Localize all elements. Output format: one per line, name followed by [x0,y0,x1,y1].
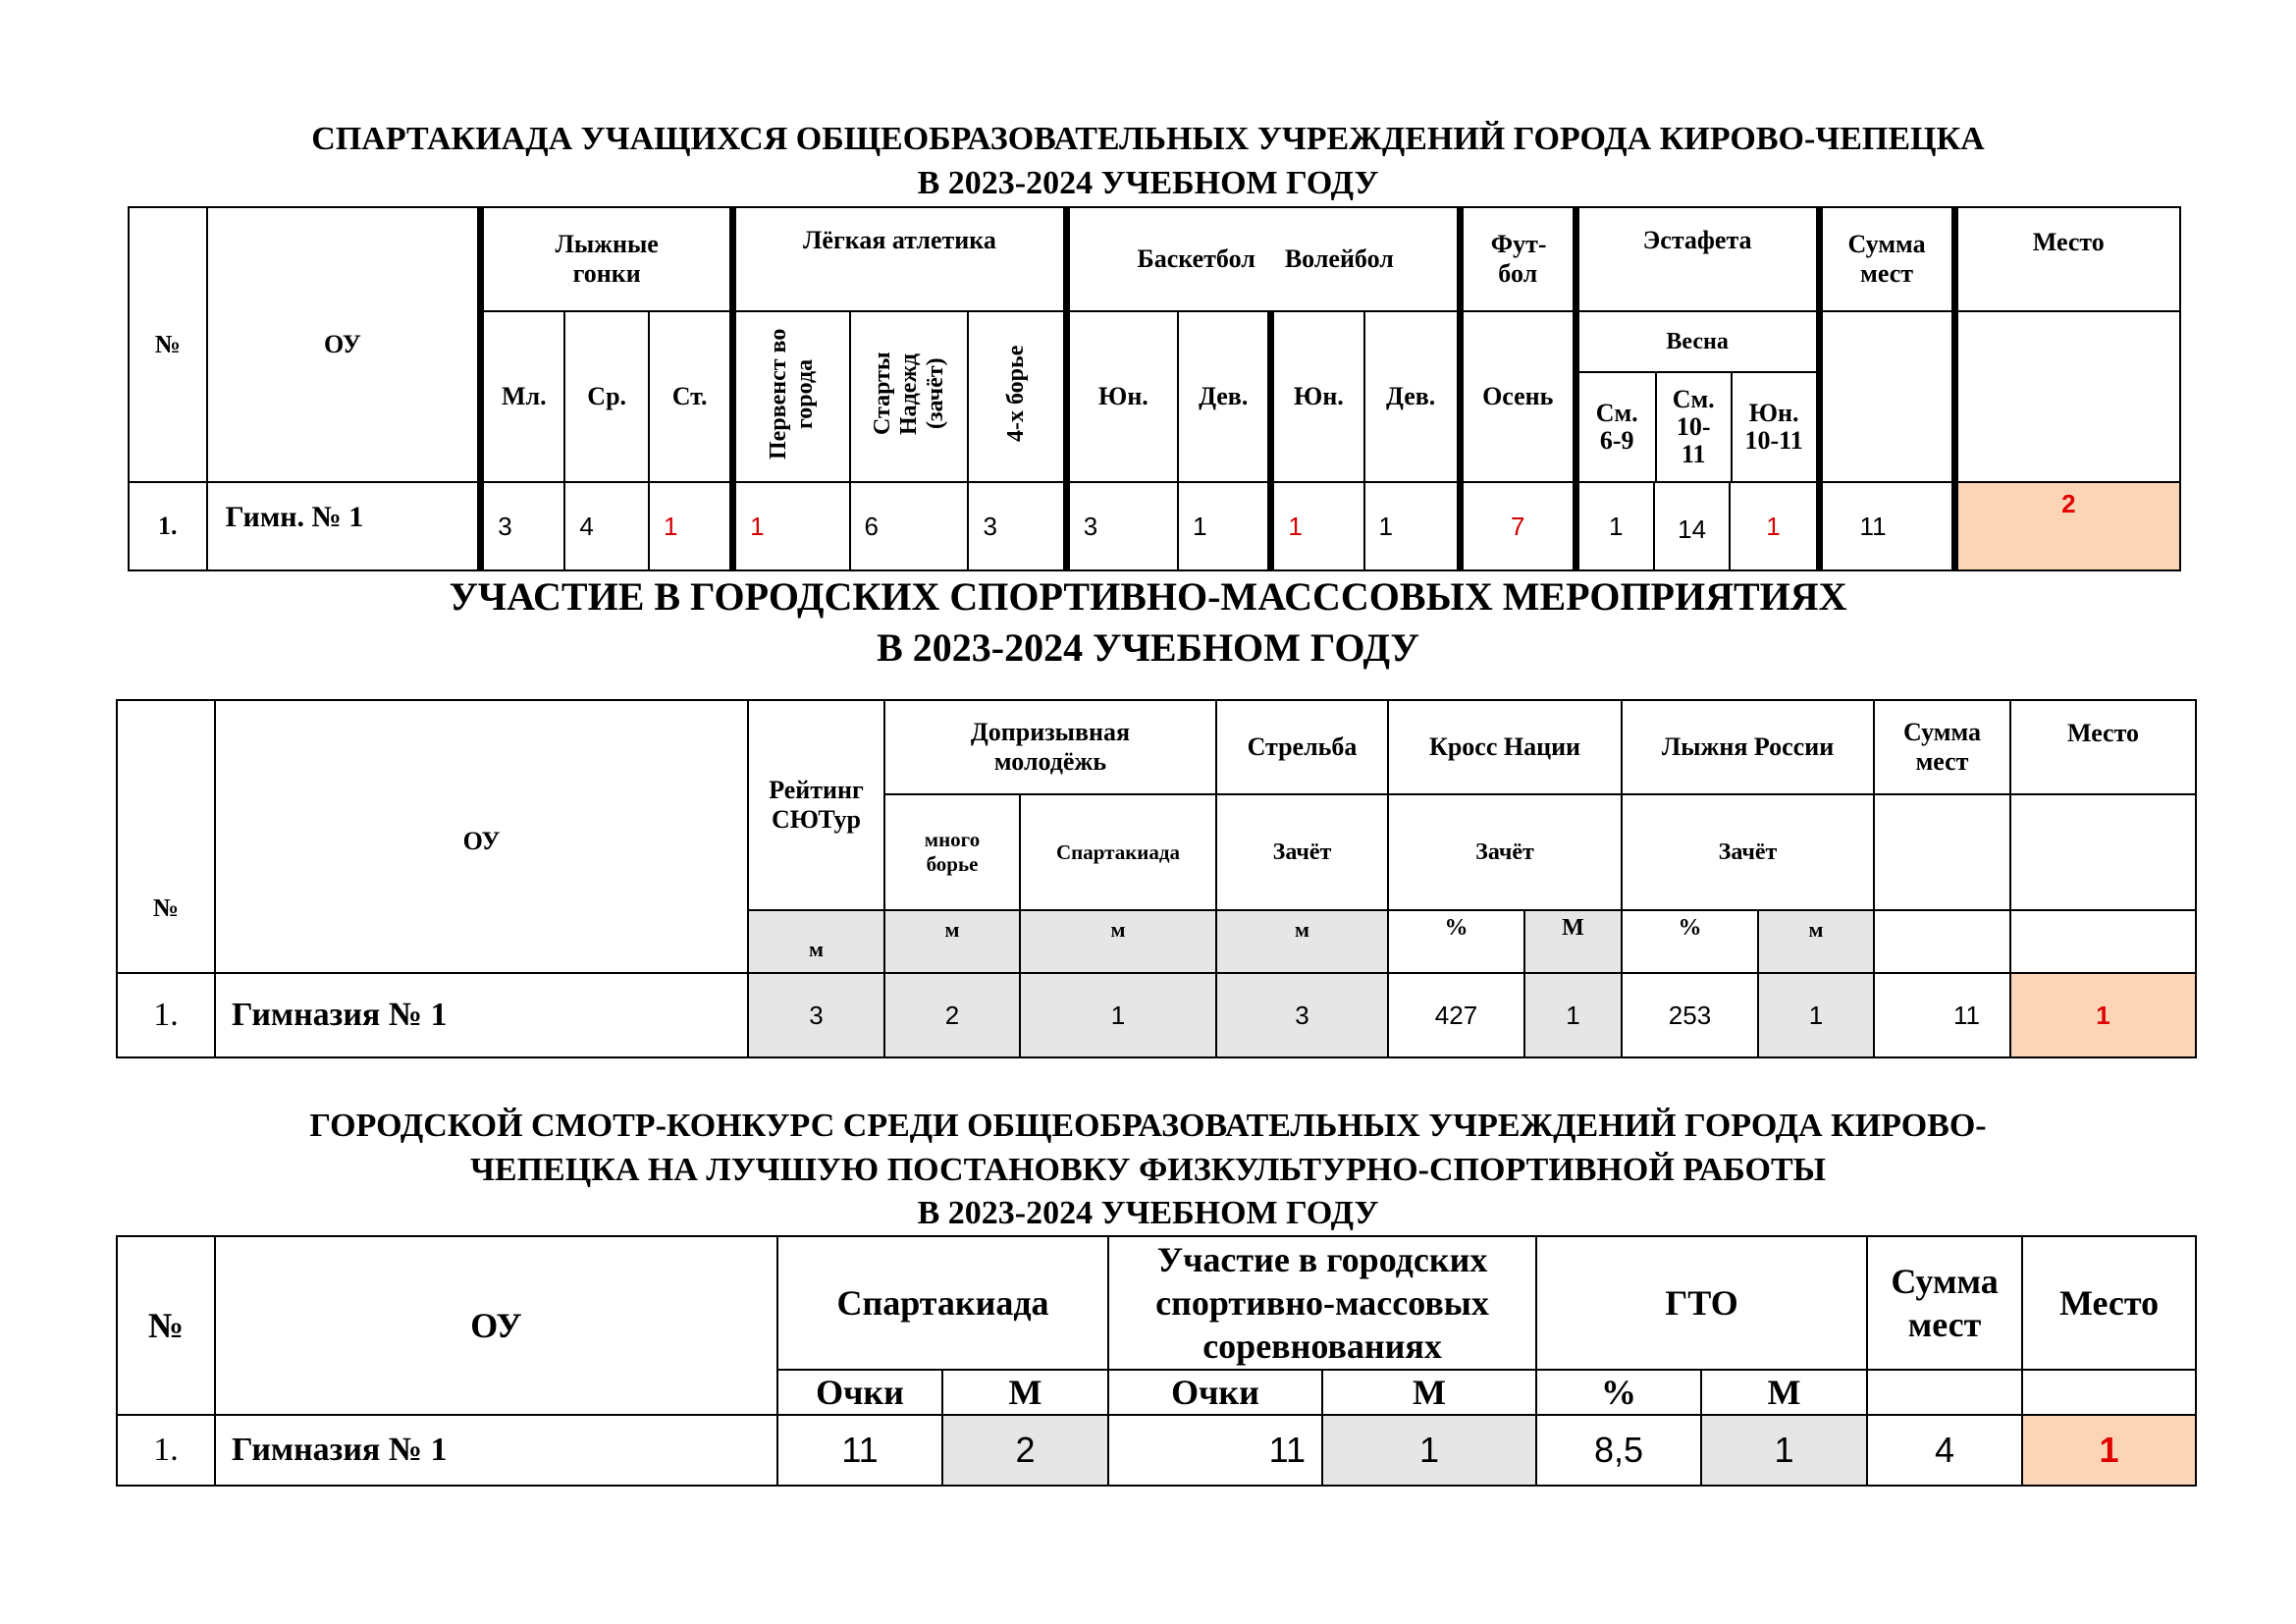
s2-header-shooting: Стрельба [1216,700,1388,794]
s2-row1-ou: Гимназия № 1 [215,973,748,1057]
header-ski-st: Ст. [649,311,733,482]
header-basketball: Баскетбол [1066,207,1271,311]
s3-row1-sp-points: 11 [777,1415,942,1486]
row1-ath-hopes: 6 [850,482,969,570]
section2-title-line2: В 2023-2024 УЧЕБНОМ ГОДУ [877,625,1419,670]
s2-header-multi: много борье [884,794,1020,910]
s2-sub-multi: м [884,910,1020,973]
s3-row1-no: 1. [117,1415,215,1486]
header-ski-racing: Лыжные гонки [481,207,733,311]
s2-header-place: Место [2010,700,2196,794]
s2-sub-rating: м [748,910,884,973]
s3-header-participation: Участие в городских спортивно-массовых соревнованиях [1108,1236,1536,1370]
row1-ou: Гимн. № 1 [207,482,481,570]
header-vol-dev: Дев. [1364,311,1461,482]
row1-ski-ml: 3 [481,482,565,570]
s2-sub-spart: м [1020,910,1216,973]
header-volleyball: Волейбол [1271,207,1460,311]
header-bask-dev: Дев. [1178,311,1271,482]
s2-row1-rating: 3 [748,973,884,1057]
section3-title-line2: ЧЕПЕЦКА НА ЛУЧШУЮ ПОСТАНОВКУ ФИЗКУЛЬТУРНО-СПОРТИВНОЙ РАБОТЫ [469,1152,1827,1188]
row1-no: 1. [129,482,207,570]
s3-row1-sum: 4 [1867,1415,2022,1486]
section3-title-line3: В 2023-2024 УЧЕБНОМ ГОДУ [917,1195,1379,1231]
row1-ath-4: 3 [968,482,1066,570]
row1-sum: 11 [1819,482,1954,570]
s3-row1-sp-m: 2 [942,1415,1108,1486]
header-ath-4-text: 4-х борье [1002,345,1029,442]
s2-header-place-empty [2010,794,2196,910]
s2-header-ou: ОУ [215,700,748,973]
row1-vol-yun: 1 [1271,482,1364,570]
s2-header-rating: Рейтинг СЮТур [748,700,884,910]
row1-foot-autumn: 7 [1460,482,1575,570]
section3-title-line1: ГОРОДСКОЙ СМОТР-КОНКУРС СРЕДИ ОБЩЕОБРАЗОВАТЕЛЬНЫХ УЧРЕЖДЕНИЙ ГОРОДА КИРОВО- [309,1108,1987,1144]
relay-sub-row [1579,373,1816,481]
row1-ski-sr: 4 [564,482,649,570]
header-ath-4 [968,311,1066,482]
header-place-empty [1954,311,2180,482]
s3-sub-part-points: Очки [1108,1370,1322,1415]
s2-row1-cross-m: 1 [1524,973,1622,1057]
s2-sub-place-empty [2010,910,2196,973]
header-relay-sub [1575,311,1819,482]
header-sum-empty [1819,311,1954,482]
header-vol-yun: Юн. [1271,311,1364,482]
s2-header-zachet-cross: Зачёт [1388,794,1622,910]
row1-place: 2 [1954,482,2180,570]
s2-header-no: № [117,700,215,973]
s3-sub-part-m: М [1322,1370,1536,1415]
header-ath-city [733,311,850,482]
header-ath-hopes-text: Старты Надежд (зачёт) [869,352,948,435]
s2-header-spartakiada: Спартакиада [1020,794,1216,910]
s3-row1-part-points: 11 [1108,1415,1322,1486]
header-relay-sm1011: См. 10-11 [1657,373,1733,481]
s3-row1-ou: Гимназия № 1 [215,1415,777,1486]
header-ath-hopes [850,311,969,482]
header-bask-yun: Юн. [1066,311,1178,482]
s3-header-sum: Сумма мест [1867,1236,2022,1370]
section1-title-line1: СПАРТАКИАДА УЧАЩИХСЯ ОБЩЕОБРАЗОВАТЕЛЬНЫХ УЧРЕЖДЕНИЙ ГОРОДА КИРОВО-ЧЕПЕЦКА [311,121,1985,157]
s2-row1-ski-pct: 253 [1622,973,1758,1057]
s3-row1-place: 1 [2022,1415,2196,1486]
row1-bask-dev: 1 [1178,482,1271,570]
s2-header-zachet-ski: Зачёт [1622,794,1874,910]
header-ski-sr: Ср. [564,311,649,482]
s3-header-ou: ОУ [215,1236,777,1415]
s2-header-cross: Кросс Нации [1388,700,1622,794]
row1-ski-st: 1 [649,482,733,570]
s2-sub-ski-pct: % [1622,910,1758,973]
header-relay: Эстафета [1575,207,1819,311]
s3-sub-sp-points: Очки [777,1370,942,1415]
header-foot-autumn: Осень [1460,311,1575,482]
s2-row1-ski-m: 1 [1758,973,1874,1057]
s3-header-no: № [117,1236,215,1415]
s2-sub-ski-m: м [1758,910,1874,973]
s3-sub-gto-pct: % [1536,1370,1701,1415]
s2-row1-multi: 2 [884,973,1020,1057]
s3-row1-gto-m: 1 [1701,1415,1867,1486]
section1-title-line2: В 2023-2024 УЧЕБНОМ ГОДУ [917,165,1379,201]
s3-header-spartakiada: Спартакиада [777,1236,1108,1370]
row1-ath-city: 1 [733,482,850,570]
s2-header-pre-conscript: Допризывная молодёжь [884,700,1216,794]
s2-row1-place: 1 [2010,973,2196,1057]
header-ath-city-text: Первенст во города [766,327,819,460]
s3-header-gto: ГТО [1536,1236,1867,1370]
mass-events-table [116,699,2197,1058]
row1-relay-yun1011: 1 [1730,482,1819,570]
header-athletics: Лёгкая атлетика [733,207,1067,311]
spartakiada-table [128,206,2181,571]
s2-header-zachet-shooting: Зачёт [1216,794,1388,910]
s2-row1-spart: 1 [1020,973,1216,1057]
s2-row1-cross-pct: 427 [1388,973,1524,1057]
row1-bask-yun: 3 [1066,482,1178,570]
header-relay-yun1011: Юн. 10-11 [1744,399,1803,455]
header-no: № [129,207,207,482]
row1-relay-sm69: 1 [1575,482,1654,570]
s3-sub-place-empty [2022,1370,2196,1415]
header-ou: ОУ [207,207,481,482]
header-football: Фут-бол [1460,207,1575,311]
s2-sub-shoot: м [1216,910,1388,973]
s2-sub-cross-pct: % [1388,910,1524,973]
s2-header-sum-empty [1874,794,2010,910]
s3-row1-part-m: 1 [1322,1415,1536,1486]
s3-row1-gto-pct: 8,5 [1536,1415,1701,1486]
s2-sub-sum-empty [1874,910,2010,973]
header-place: Место [1954,207,2180,311]
review-contest-table [116,1235,2197,1487]
header-sum: Сумма мест [1819,207,1954,311]
s3-sub-gto-m: М [1701,1370,1867,1415]
header-relay-sm69: См. 6-9 [1579,373,1657,481]
s3-sub-sum-empty [1867,1370,2022,1415]
section2-title-line1: УЧАСТИЕ В ГОРОДСКИХ СПОРТИВНО-МАСССОВЫХ МЕРОПРИЯТИЯХ [449,574,1847,619]
s3-sub-sp-m: М [942,1370,1108,1415]
s2-sub-cross-m: М [1524,910,1622,973]
s2-row1-shoot: 3 [1216,973,1388,1057]
header-relay-spring: Весна [1579,312,1816,373]
s2-header-ski-russia: Лыжня России [1622,700,1874,794]
s2-row1-no: 1. [117,973,215,1057]
s3-header-place: Место [2022,1236,2196,1370]
row1-vol-dev: 1 [1364,482,1461,570]
header-ski-ml: Мл. [481,311,565,482]
row1-relay-sm1011: 14 [1654,482,1731,570]
s2-header-sum: Сумма мест [1874,700,2010,794]
s2-row1-sum: 11 [1874,973,2010,1057]
